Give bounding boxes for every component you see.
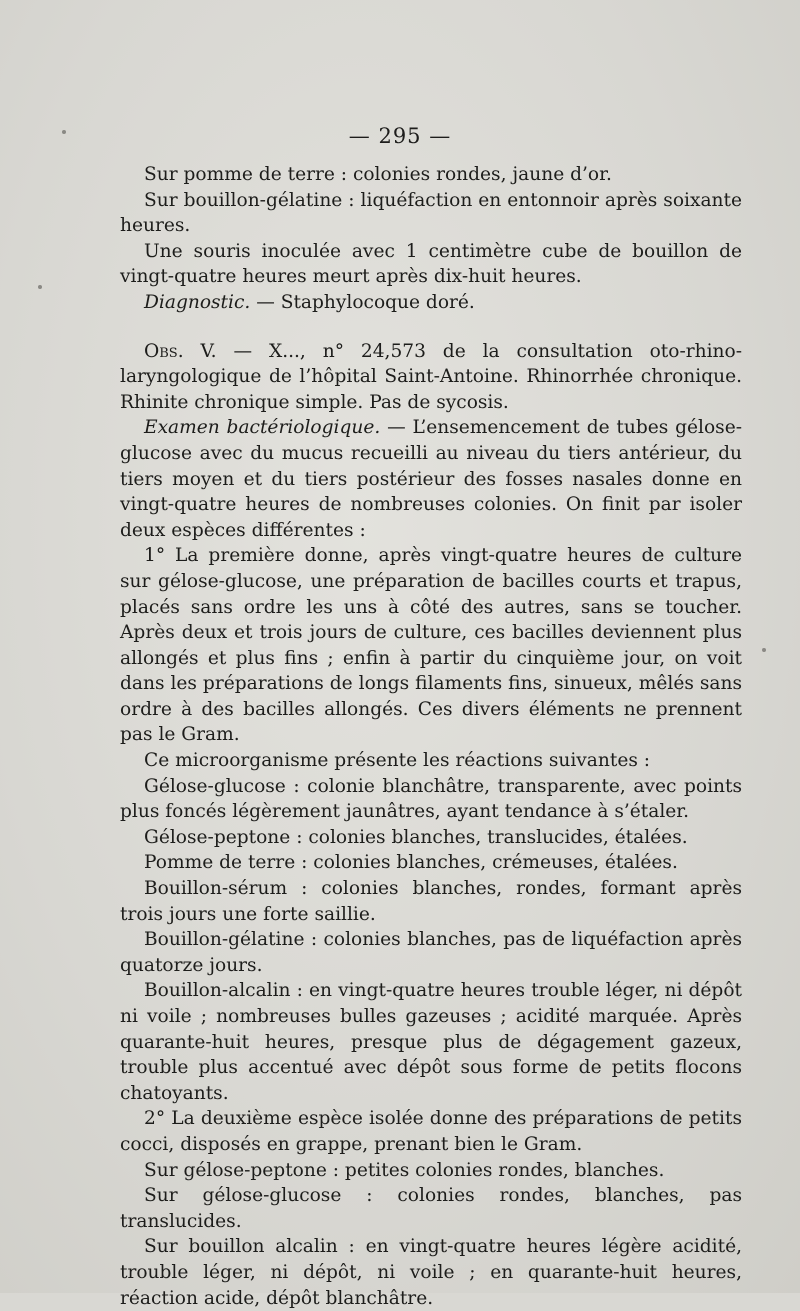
diagnostic-text: — Staphylocoque doré. xyxy=(250,291,475,313)
paragraph: Gélose-glucose : colonie blanchâtre, transparente, avec points plus foncés légèrement jaunâtres, ayant tendance à s’étaler. xyxy=(120,775,742,823)
paragraph: Ce microorganisme présente les réactions suivantes : xyxy=(144,750,651,772)
exam-label: Examen bactériologique. xyxy=(144,417,381,439)
paragraph: Sur bouillon alcalin : en vingt-quatre heures légère acidité, trouble léger, ni dépôt, ni voile ; en quarante-huit heures, réaction acide, dépôt blanchâtre. xyxy=(120,1236,742,1309)
paragraph: Une souris inoculée avec 1 centimètre cube de bouillon de vingt-quatre heures meurt après dix-huit heures. xyxy=(120,240,742,288)
page-number: — 295 — xyxy=(348,124,452,148)
paragraph: Bouillon-sérum : colonies blanches, rondes, formant après trois jours une forte saillie. xyxy=(120,878,742,925)
paragraph xyxy=(120,290,742,316)
paragraph: 1° La première donne, après vingt-quatre heures de culture sur gélose-glucose, une préparation de bacilles courts et trapus, placés sans ordre les uns à côté des autres, sans se toucher. Après deux et trois jours de culture, ces bacilles deviennent plus allongés et plus fins ; enfin à partir du cinquième jour, on voit dans les préparations de longs filaments fins, sinueux, mêlés sans ordre à des bacilles allongés. Ces divers éléments ne prennent pas le Gram. xyxy=(120,545,742,746)
paragraph: Sur bouillon-gélatine : liquéfaction en entonnoir après soixante heures. xyxy=(120,189,742,237)
paragraph: 2° La deuxième espèce isolée donne des préparations de petits cocci, disposés en grappe, prenant bien le Gram. xyxy=(120,1108,742,1155)
paragraph: Pomme de terre : colonies blanches, crémeuses, étalées. xyxy=(144,852,678,874)
paragraph: Gélose-peptone : colonies blanches, translucides, étalées. xyxy=(144,826,688,848)
paragraph: Bouillon-gélatine : colonies blanches, pas de liquéfaction après quatorze jours. xyxy=(120,929,742,976)
observation-label: Obs. V. xyxy=(144,340,217,362)
observation-text: — X..., n° 24,573 de la consultation oto-rhino-laryngologique de l’hôpital Saint-Antoine. Rhinorrhée chronique. Rhinite chronique simple. Pas de sycosis. xyxy=(120,340,742,413)
exam-text: — L’ensemencement de tubes gélose-glucose avec du mucus recueilli au niveau du tiers antérieur, du tiers moyen et du tiers postérieur des fosses nasales donne en vingt-quatre heures de nombreuses colonies. On finit par isoler deux espèces différentes : xyxy=(120,417,743,541)
paper-speck xyxy=(62,130,66,134)
paragraph: Bouillon-alcalin : en vingt-quatre heures trouble léger, ni dépôt ni voile ; nombreuses bulles gazeuses ; acidité marquée. Après quarante-huit heures, presque plus de dégagement gazeux, trouble plus accentué avec dépôt sous forme de petits flocons chatoyants. xyxy=(120,980,742,1104)
paragraph: Sur gélose-peptone : petites colonies rondes, blanches. xyxy=(144,1159,665,1181)
paragraph xyxy=(120,339,742,416)
diagnostic-label: Diagnostic. xyxy=(144,291,251,313)
paragraph xyxy=(120,415,742,543)
paper-speck xyxy=(762,648,766,652)
body-text xyxy=(120,162,742,1311)
paragraph: Sur pomme de terre : colonies rondes, jaune d’or. xyxy=(144,164,612,185)
paper-speck xyxy=(38,285,42,289)
paragraph: Sur gélose-glucose : colonies rondes, blanches, pas translucides. xyxy=(120,1185,742,1232)
